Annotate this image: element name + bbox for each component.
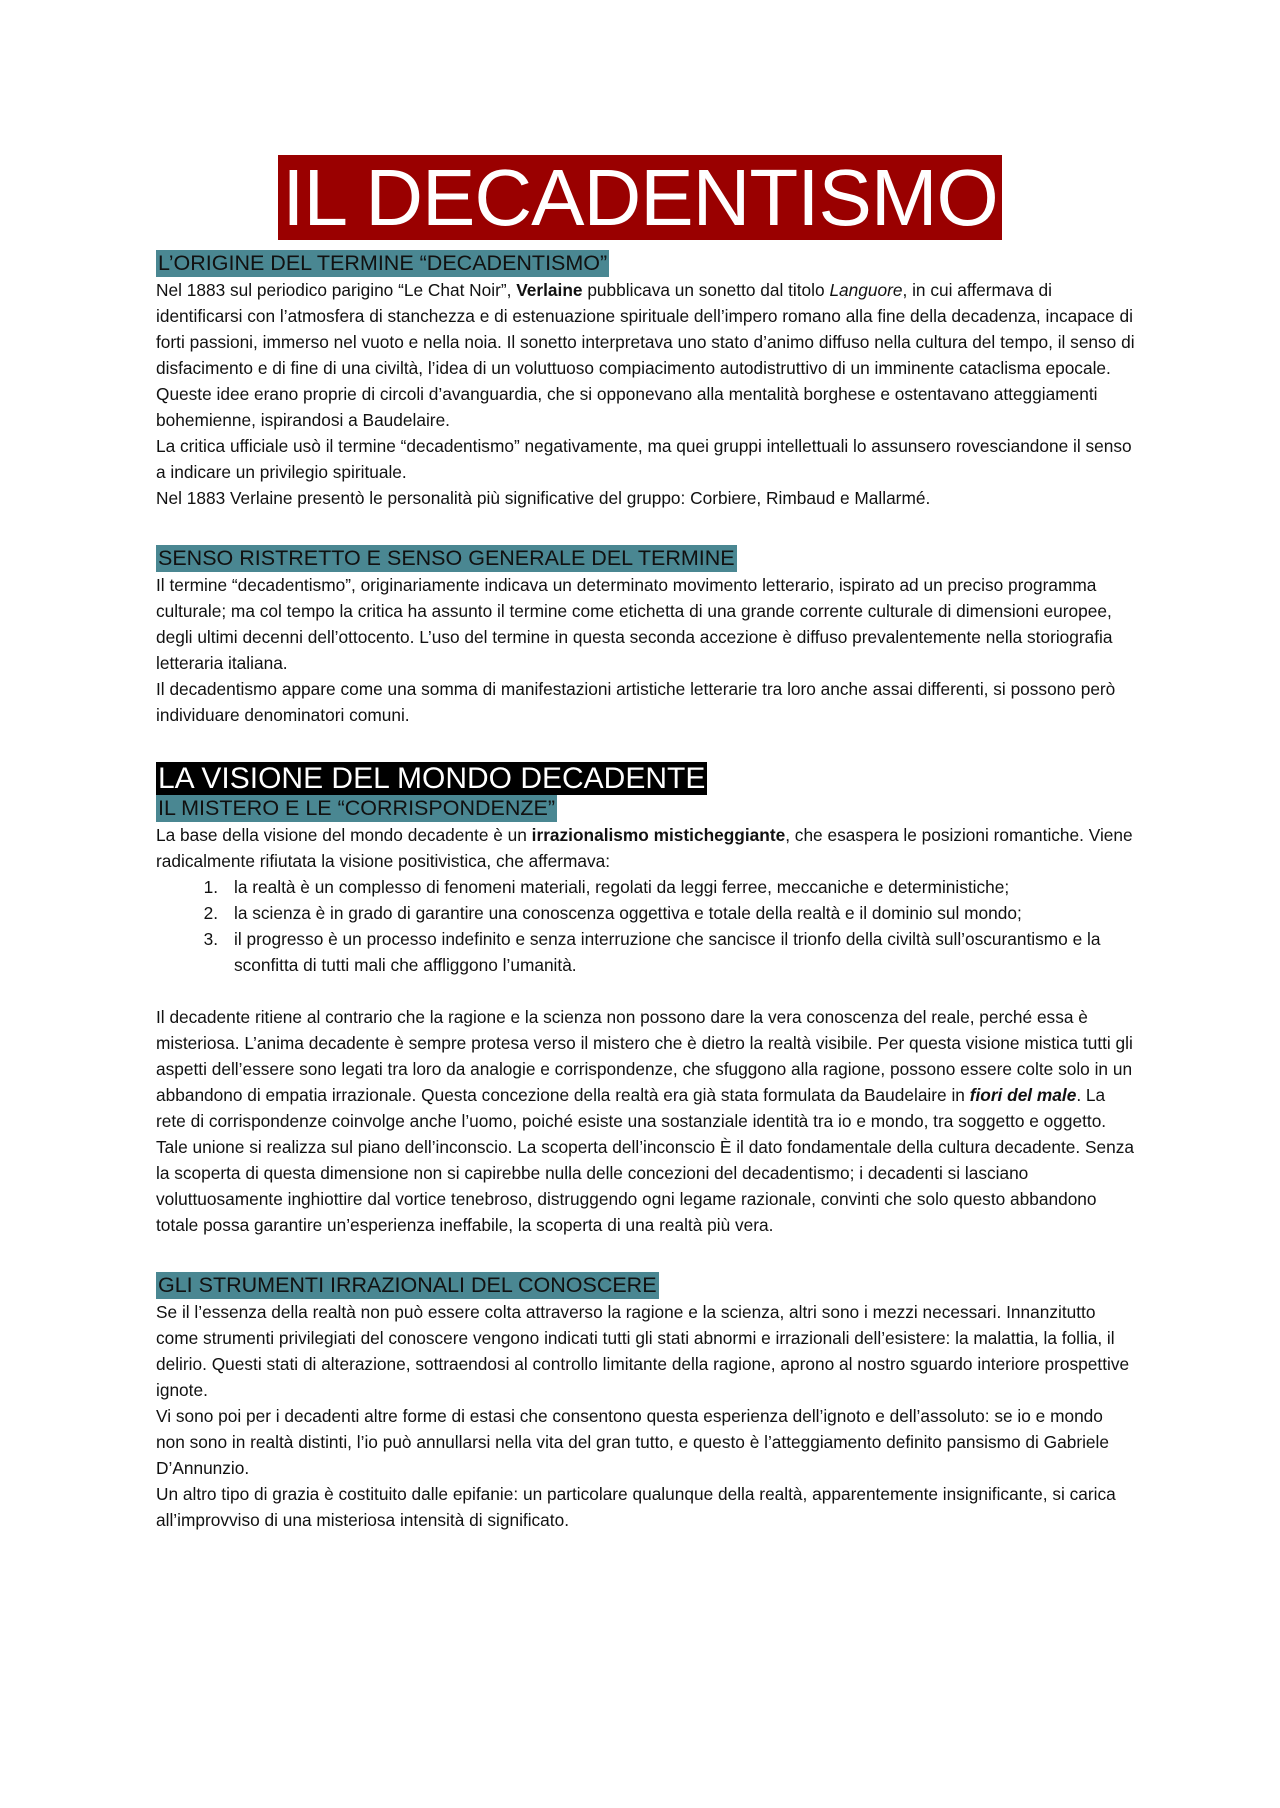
text-run: , che esaspera le posizioni romantiche. Viene radicalmente rifiutata la visione positivistica, che affermava: bbox=[156, 825, 1133, 871]
paragraph: Nel 1883 Verlaine presentò le personalità più significative del gruppo: Corbiere, Rimbaud e Mallarmé. bbox=[156, 488, 931, 508]
paragraph: Il termine “decadentismo”, originariamente indicava un determinato movimento letterario, ispirato ad un preciso programma culturale; ma col tempo la critica ha assunto il termine come etichetta di una grande corrente culturale di dimensioni europee, degli ultimi decenni dell’ottocento. L’uso del termine in questa seconda accezione è diffuso prevalentemente nella storiografia letteraria italiana. bbox=[156, 575, 1113, 673]
text-run: , in cui affermava di identificarsi con l’atmosfera di stanchezza e di estenuazione spirituale dell’impero romano alla fine della decadenza, incapace di forti passioni, immerso nel vuoto e nella noia. Il sonetto interpretava uno stato d’animo diffuso nella cultura del tempo, il senso di disfacimento e di fine di una civiltà, l’idea di un voluttuoso compiacimento autodistruttivo di un imminente cataclisma epocale. bbox=[156, 280, 1135, 378]
list-item bbox=[156, 900, 1136, 926]
section-heading-origine: L’ORIGINE DEL TERMINE “DECADENTISMO” bbox=[158, 251, 608, 275]
section-origine bbox=[156, 250, 1136, 511]
section-senso bbox=[156, 545, 1136, 728]
paragraph: Il decadentismo appare come una somma di manifestazioni artistiche letterarie tra loro anche assai differenti, si possono però individuare denominatori comuni. bbox=[156, 679, 1116, 725]
title-block bbox=[0, 155, 1280, 240]
paragraph: Queste idee erano proprie di circoli d’avanguardia, che si opponevano alla mentalità borghese e ostentavano atteggiamenti bohemienne, ispirandosi a Baudelaire. bbox=[156, 384, 1098, 430]
list-number: 1. bbox=[203, 877, 218, 897]
subsection-heading-strumenti: GLI STRUMENTI IRRAZIONALI DEL CONOSCERE bbox=[158, 1273, 657, 1297]
text-run: La base della visione del mondo decadente è un bbox=[156, 825, 532, 845]
document-body bbox=[156, 250, 1136, 1533]
paragraph: Un altro tipo di grazia è costituito dalle epifanie: un particolare qualunque della realtà, apparentemente insignificante, si carica all’improvviso di una misteriosa intensità di significato. bbox=[156, 1484, 1116, 1530]
bold-text: Verlaine bbox=[516, 280, 583, 300]
page-title: IL DECADENTISMO bbox=[278, 155, 1001, 240]
section-heading-senso: SENSO RISTRETTO E SENSO GENERALE DEL TERMINE bbox=[158, 546, 735, 570]
numbered-list bbox=[156, 874, 1136, 978]
paragraph: Vi sono poi per i decadenti altre forme di estasi che consentono questa esperienza dell’ignoto e dell’assoluto: se io e mondo non sono in realtà distinti, l’io può annullarsi nella vita del gran tutto, e questo è l’atteggiamento definito pansismo di Gabriele D’Annunzio. bbox=[156, 1406, 1109, 1478]
paragraph bbox=[156, 1004, 1136, 1238]
list-text: la realtà è un complesso di fenomeni materiali, regolati da leggi ferree, meccaniche e deterministiche; bbox=[234, 877, 1010, 897]
bold-text: irrazionalismo misticheggiante bbox=[531, 825, 786, 845]
subsection-heading-mistero: IL MISTERO E LE “CORRISPONDENZE” bbox=[158, 796, 556, 820]
paragraph bbox=[156, 822, 1136, 874]
text-run: . La rete di corrispondenze coinvolge anche l’uomo, poiché esiste una sostanziale identità tra io e mondo, tra soggetto e oggetto. Tale unione si realizza sul piano dell’inconscio. La scoperta dell’inconscio È il dato fondamentale della cultura decadente. Senza la scoperta di questa dimensione non si capirebbe nulla delle concezioni del decadentismo; i decadenti si lasciano voluttuosamente inghiottire dal vortice tenebroso, distruggendo ogni legame razionale, convinti che solo questo abbandono totale possa garantire un’esperienza ineffabile, la scoperta di una realtà più vera. bbox=[156, 1085, 1134, 1235]
section-heading-visione: LA VISIONE DEL MONDO DECADENTE bbox=[158, 762, 706, 795]
list-text: il progresso è un processo indefinito e senza interruzione che sancisce il trionfo della civiltà sull’oscurantismo e la sconfitta di tutti mali che affliggono l’umanità. bbox=[234, 929, 1101, 975]
list-number: 3. bbox=[203, 929, 218, 949]
section-visione bbox=[156, 762, 1136, 1533]
list-number: 2. bbox=[203, 903, 218, 923]
text-run: Nel 1883 sul periodico parigino “Le Chat Noir”, bbox=[156, 280, 517, 300]
list-item bbox=[156, 926, 1136, 978]
paragraph: La critica ufficiale usò il termine “decadentismo” negativamente, ma quei gruppi intellettuali lo assunsero rovesciandone il senso a indicare un privilegio spirituale. bbox=[156, 436, 1132, 482]
bold-italic-text: fiori del male bbox=[969, 1085, 1077, 1105]
italic-text: Languore bbox=[829, 280, 903, 300]
paragraph bbox=[156, 277, 1136, 381]
paragraph: Se il l’essenza della realtà non può essere colta attraverso la ragione e la scienza, altri sono i mezzi necessari. Innanzitutto come strumenti privilegiati del conoscere vengono indicati tutti gli stati abnormi e irrazionali dell’esistere: la malattia, la follia, il delirio. Questi stati di alterazione, sottraendosi al controllo limitante della ragione, aprono al nostro sguardo interiore prospettive ignote. bbox=[156, 1302, 1130, 1400]
list-text: la scienza è in grado di garantire una conoscenza oggettiva e totale della realtà e il dominio sul mondo; bbox=[234, 903, 1022, 923]
list-item bbox=[156, 874, 1136, 900]
text-run: Il decadente ritiene al contrario che la ragione e la scienza non possono dare la vera conoscenza del reale, perché essa è misteriosa. L’anima decadente è sempre protesa verso il mistero che è dietro la realtà visibile. Per questa visione mistica tutti gli aspetti dell’essere sono legati tra loro da analogie e corrispondenze, che sfuggono alla ragione, possono essere colte solo in un abbandono di empatia irrazionale. Questa concezione della realtà era già stata formulata da Baudelaire in bbox=[156, 1007, 1133, 1105]
text-run: pubblicava un sonetto dal titolo bbox=[582, 280, 830, 300]
